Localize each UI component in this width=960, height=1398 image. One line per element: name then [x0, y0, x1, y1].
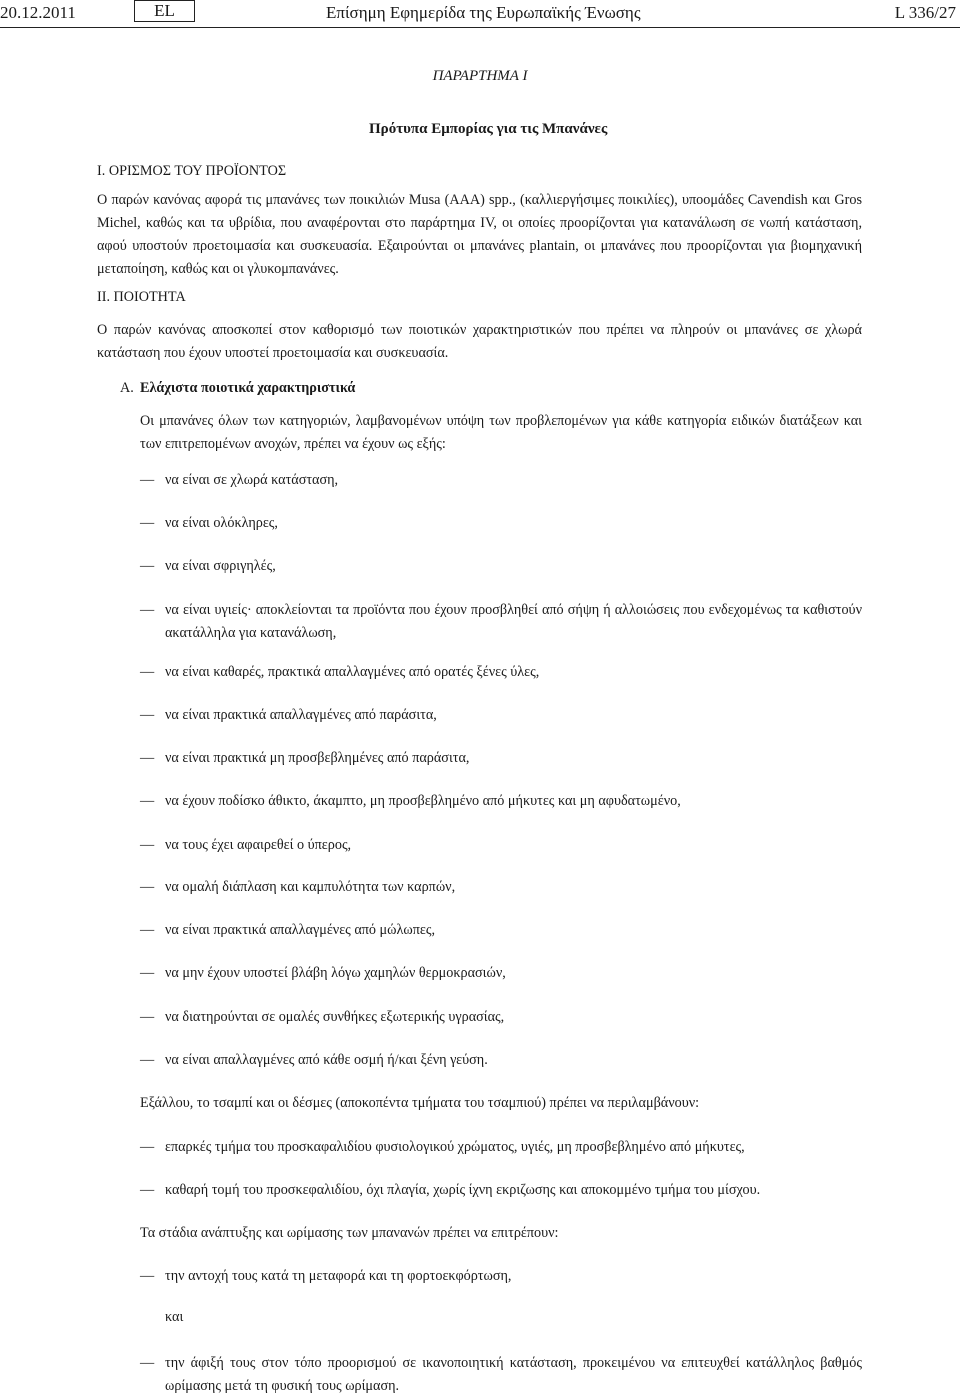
subsection-a-heading: Ελάχιστα ποιοτικά χαρακτηριστικά	[140, 380, 356, 396]
section-2-text: Ο παρών κανόνας αποσκοπεί στον καθορισμό των ποιοτικών χαρακτηριστικών που πρέπει να πληρούν οι μπανάνες σε χλωρά κατάσταση που έχουν υποστεί προετοιμασία και συσκευασία.	[97, 322, 862, 361]
journal-title: Επίσημη Εφημερίδα της Ευρωπαϊκής Ένωσης	[326, 3, 641, 22]
language-badge: EL	[134, 0, 195, 22]
annex-title: ΠΑΡΑΡΤΗΜΑ I	[432, 68, 528, 84]
header-date: 20.12.2011	[0, 3, 76, 22]
subsection-a-letter: A.	[120, 380, 134, 396]
section-1-text: Ο παρών κανόνας αφορά τις μπανάνες των ποικιλιών Musa (AAA) spp., (καλλιεργήσιμες ποικιλίες), υποομάδες Cavendish και Gros Michel, καθώς και τα υβρίδια, που αναφέρονται στο παράρτημα IV, οι οποίες προορίζονται για κατανάλωση σε νωπή κατάσταση, αφού υποστούν προετοιμασία και συσκευασία. Εξαιρούνται οι μπανάνες plantain, οι μπανάνες που προορίζονται για βιομηχανική μεταποίηση, καθώς και οι γλυκομπανάνες.	[97, 192, 862, 277]
section-2-heading: II. ΠΟΙΟΤΗΤΑ	[97, 289, 186, 305]
ripening-intro: Τα στάδια ανάπτυξης και ωρίμασης των μπανανών πρέπει να επιτρέπουν:	[140, 1225, 559, 1241]
page-reference: L 336/27	[894, 3, 956, 22]
subsection-a-intro: Οι μπανάνες όλων των κατηγοριών, λαμβανομένων υπόψη των προβλεπομένων για κάθε κατηγορία ειδικών διατάξεων και των επιτρεπομένων ανοχών, πρέπει να έχουν ως εξής:	[140, 413, 862, 452]
section-1-heading: I. ΟΡΙΣΜΟΣ ΤΟΥ ΠΡΟΪΟΝΤΟΣ	[97, 163, 287, 179]
annex-subtitle: Πρότυπα Εμπορίας για τις Μπανάνες	[369, 121, 608, 137]
bunch-intro: Εξάλλου, το τσαμπί και οι δέσμες (αποκοπέντα τμήματα του τσαμπιού) πρέπει να περιλαμβάνουν:	[140, 1095, 700, 1111]
conjunction-text: και	[165, 1309, 184, 1325]
header-rule	[0, 27, 960, 28]
